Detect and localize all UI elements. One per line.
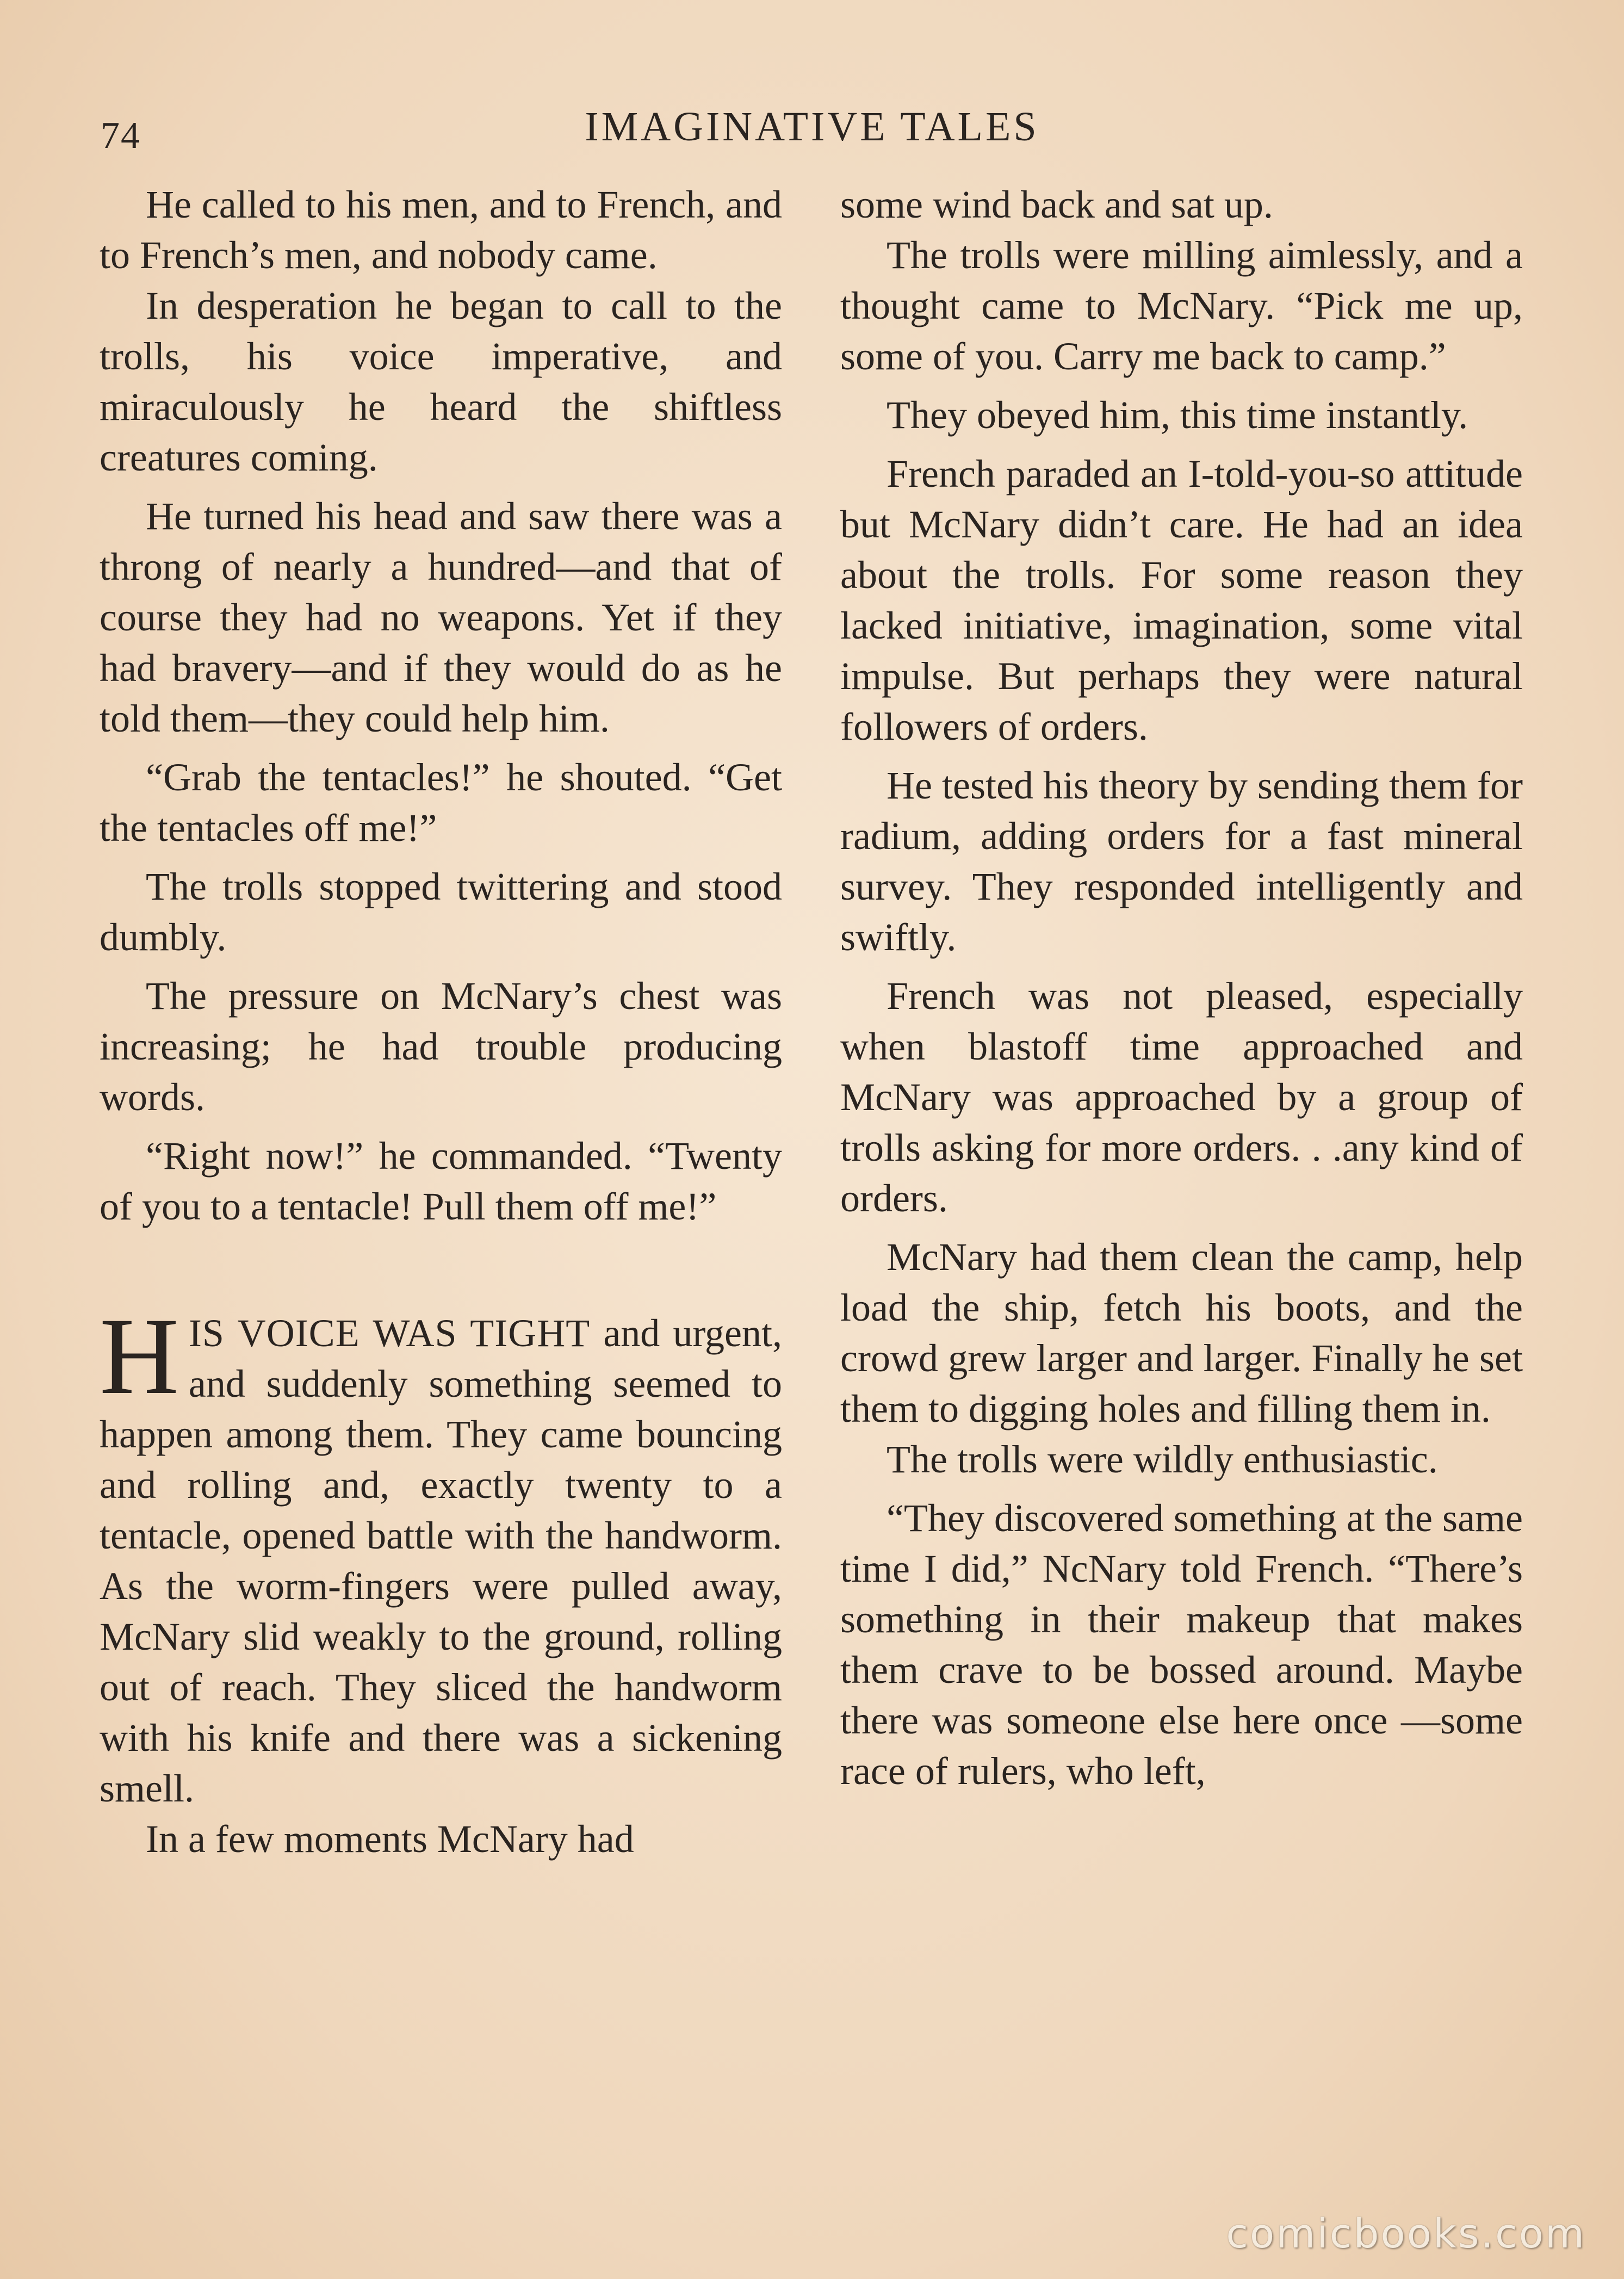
paragraph: French paraded an I-told-you-so attitude but McNary didn’t care. He had an idea about the trolls. For some reason they lacked initiative, imagination, some vital impulse. But perhaps they were natural followers of orders.: [840, 452, 1523, 748]
paragraph: He tested his theory by sending them for radium, adding orders for a fast mineral survey. They responded intelligently and swiftly.: [840, 764, 1523, 959]
paragraph: He called to his men, and to French, and to French’s men, and nobody came.: [100, 183, 782, 277]
paragraph: The trolls stopped twittering and stood dumbly.: [100, 865, 782, 959]
paragraph: In desperation he began to call to the trolls, his voice imperative, and miraculously he heard the shiftless creatures coming.: [100, 284, 782, 479]
paragraph: The trolls were milling aimlessly, and a thought came to McNary. “Pick me up, some of you. Carry me back to camp.”: [840, 233, 1523, 378]
right-column: [840, 179, 1523, 2165]
paragraph: “Right now!” he commanded. “Twenty of you to a tentacle! Pull them off me!”: [100, 1134, 782, 1228]
page-number: 74: [101, 115, 141, 157]
lead-in-caps: IS VOICE WAS TIGHT: [188, 1311, 591, 1355]
paragraph: some wind back and sat up.: [840, 183, 1273, 226]
paragraph: McNary had them clean the camp, help load the ship, fetch his boots, and the crowd grew larger and larger. Finally he set them to digging holes and filling them in.: [840, 1235, 1523, 1430]
paragraph: In a few moments McNary had: [146, 1817, 634, 1861]
paragraph: They obeyed him, this time instantly.: [887, 393, 1468, 437]
paragraph: “They discovered something at the same time I did,” NcNary told French. “There’s something in their makeup that makes them crave to be bossed around. Maybe there was someone else here once —some race of rulers, who left,: [840, 1496, 1523, 1793]
watermark: comicbooks.com: [1226, 2210, 1586, 2257]
section-opening-paragraph: [100, 1295, 782, 1814]
paragraph: French was not pleased, especially when blastoff time approached and McNary was approached by a group of trolls asking for more orders. . .any kind of orders.: [840, 974, 1523, 1220]
drop-cap: H: [100, 1295, 179, 1417]
left-column: [100, 179, 782, 2165]
page-header: [0, 98, 1624, 158]
paragraph-text: and urgent, and suddenly something seemed to happen among them. They came bouncing and rolling and, exactly twenty to a tentacle, opened battle with the handworm. As the worm-fingers were pulled away, McNary slid weakly to the ground, rolling out of reach. They sliced the handworm with his knife and there was a sickening smell.: [100, 1311, 782, 1810]
running-title: IMAGINATIVE TALES: [585, 104, 1039, 150]
paragraph: The pressure on McNary’s chest was increasing; he had trouble producing words.: [100, 974, 782, 1119]
paragraph: “Grab the tentacles!” he shouted. “Get the tentacles off me!”: [100, 755, 782, 850]
paragraph: The trolls were wildly enthusiastic.: [887, 1438, 1438, 1481]
paragraph: He turned his head and saw there was a throng of nearly a hundred—and that of course they had no weapons. Yet if they had bravery—and if they would do as he told them—they could help him.: [100, 494, 782, 740]
